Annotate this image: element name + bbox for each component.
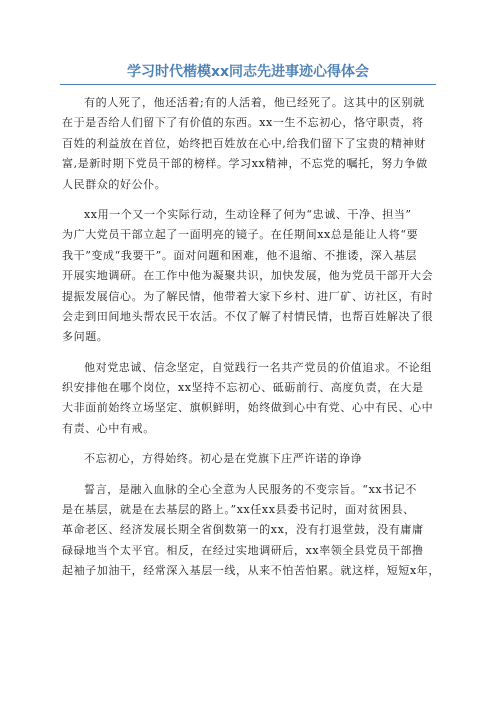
text-line: 人民群众的好公仆。	[62, 177, 167, 191]
text-line: 大非面前始终立场坚定、旗帜鲜明，始终做到心中有党、心中有民、心中	[62, 401, 434, 415]
text-line: 织安排他在哪个岗位，xx坚持不忘初心、砥砺前行、高度负责，在大是	[62, 381, 424, 395]
text-line: 我干”变成“我要干”。面对问题和困难，他不退缩、不推诿，深入基层	[62, 248, 418, 262]
text-line: 会走到田间地头帮农民干农活。不仅了解了村情民情，也帮百姓解决了很	[62, 309, 434, 323]
text-line: xx用一个又一个实际行动，生动诠释了何为“忠诚、干净、担当”	[84, 207, 412, 221]
text-line: 起袖子加油干，经常深入基层一线，从来不怕苦怕累。就这样，短短x年，	[62, 564, 440, 578]
text-line: 开展实地调研。在工作中他为凝聚共识，加快发展，他为党员干部开大会	[62, 269, 434, 283]
title-divider	[60, 84, 436, 85]
text-line: 誓言，是融入血脉的全心全意为人民服务的不变宗旨。“xx书记不	[84, 482, 418, 496]
text-line: 碌碌地当个太平官。相反，在经过实地调研后，xx率领全县党员干部撸	[62, 543, 424, 557]
paragraph	[62, 480, 440, 582]
text-line: 是在基层，就是在去基层的路上。”xx任xx县委书记时，面对贫困县、	[62, 503, 415, 517]
text-line: 提振发展信心。为了解民情，他带着大家下乡村、进厂矿、访社区，有时	[62, 289, 434, 303]
text-line: 有责、心中有戒。	[62, 421, 155, 435]
text-line: 有的人死了，他还活着;有的人活着，他已经死了。这其中的区别就	[84, 96, 425, 109]
paragraph	[62, 205, 440, 348]
document-title: 学习时代楷模xx同志先进事迹心得体会	[126, 64, 370, 80]
text-line: 革命老区、经济发展长期全省倒数第一的xx，没有打退堂鼓，没有庸庸	[62, 523, 424, 537]
paragraph	[62, 358, 440, 440]
paragraph	[62, 449, 440, 469]
text-line: 不忘初心，方得始终。初心是在党旗下庄严许诺的诤诤	[84, 452, 363, 466]
document-body	[62, 93, 440, 582]
text-line: 百姓的利益放在首位，始终把百姓放在心中,给我们留下了宝贵的精神财	[62, 136, 426, 150]
paragraph	[62, 93, 440, 195]
text-line: 为广大党员干部立起了一面明亮的镜子。在任期间xx总是能让人将“要	[62, 228, 419, 242]
text-line: 富,是新时期下党员干部的榜样。学习xx精神，不忘党的嘱托，努力争做	[62, 157, 428, 171]
text-line: 多问题。	[62, 330, 109, 344]
text-line: 他对党忠诚、信念坚定，自觉践行一名共产党员的价值追求。不论组	[84, 360, 432, 374]
text-line: 在于是否给人们留下了有价值的东西。xx一生不忘初心，恪守职责，将	[62, 116, 424, 130]
